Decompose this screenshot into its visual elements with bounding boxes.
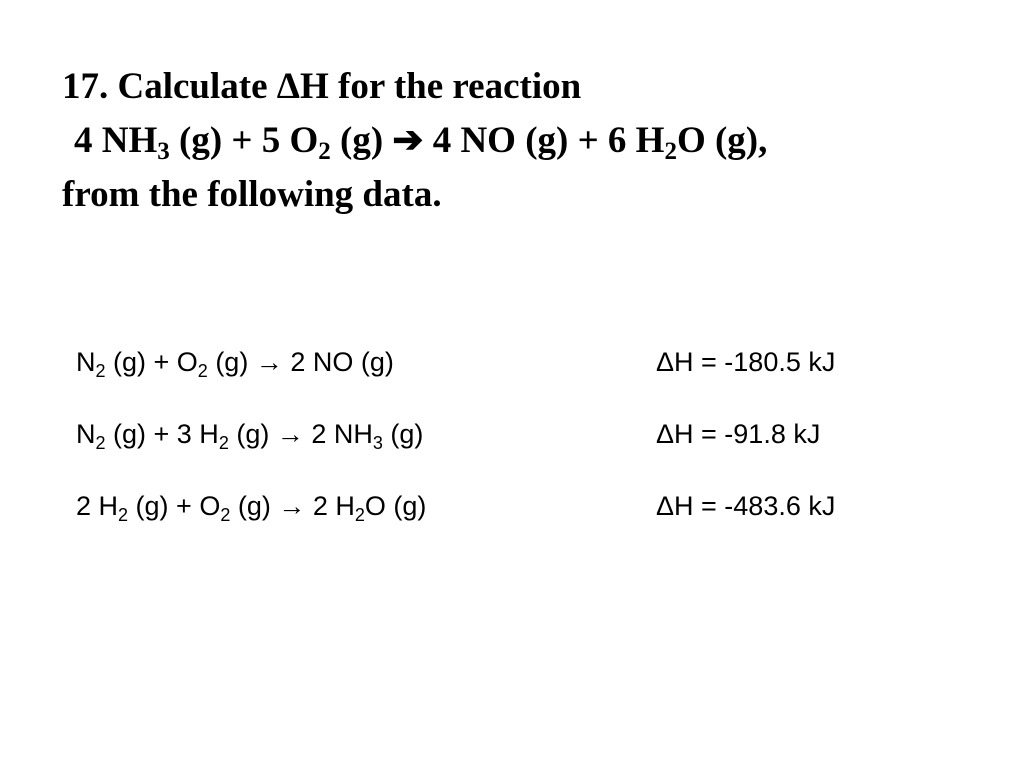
- problem-text-reaction: H for the reaction: [299, 66, 582, 107]
- subscript: 3: [157, 138, 170, 165]
- products-end: O (g),: [676, 120, 768, 161]
- eq-part: (g) → 2 NH: [228, 419, 373, 449]
- reactant-nh3: 4 NH: [74, 120, 158, 161]
- eq-part: (g): [382, 419, 424, 449]
- eq-part: 2 H: [76, 491, 119, 521]
- given-data: [76, 338, 996, 554]
- eq-part: (g) + O: [128, 491, 221, 521]
- eq-part: (g) → 2 H: [230, 491, 355, 521]
- subscript: 2: [318, 138, 331, 165]
- subscript: 2: [95, 433, 106, 453]
- subscript: 2: [220, 505, 231, 525]
- data-row: [76, 410, 996, 482]
- eq-part: O (g): [364, 491, 427, 521]
- problem-line-1: [62, 60, 1002, 114]
- data-row: [76, 482, 996, 554]
- subscript: 3: [372, 433, 383, 453]
- problem-number: 17.: [62, 66, 109, 107]
- target-reaction: [62, 114, 1002, 168]
- enthalpy-value: ΔH = -180.5 kJ: [656, 347, 836, 377]
- delta-symbol: Δ: [276, 66, 300, 107]
- subscript: 2: [118, 505, 129, 525]
- eq-part: (g) → 2 NO (g): [207, 347, 394, 377]
- enthalpy-value: ΔH = -483.6 kJ: [656, 491, 836, 521]
- eq-part: (g) + 3 H: [105, 419, 219, 449]
- data-row: [76, 338, 996, 410]
- data-equation: [76, 410, 423, 458]
- subscript: 2: [354, 505, 365, 525]
- subscript: 2: [95, 361, 106, 381]
- problem-text-calculate: Calculate: [117, 66, 277, 107]
- reaction-arrow-icon: ➔: [392, 120, 424, 161]
- problem-statement: [62, 60, 1002, 222]
- subscript: 2: [197, 361, 208, 381]
- eq-part: N: [76, 347, 96, 377]
- reactant-o2: (g) + 5 O: [169, 120, 319, 161]
- subscript: 2: [218, 433, 229, 453]
- data-equation: [76, 338, 394, 386]
- eq-part: (g) + O: [105, 347, 198, 377]
- enthalpy-value: ΔH = -91.8 kJ: [656, 419, 821, 449]
- subscript: 2: [664, 138, 677, 165]
- data-equation: [76, 482, 426, 530]
- products: 4 NO (g) + 6 H: [423, 120, 665, 161]
- reactant-o2-phase: (g): [330, 120, 393, 161]
- problem-line-3: from the following data.: [62, 174, 442, 215]
- eq-part: N: [76, 419, 96, 449]
